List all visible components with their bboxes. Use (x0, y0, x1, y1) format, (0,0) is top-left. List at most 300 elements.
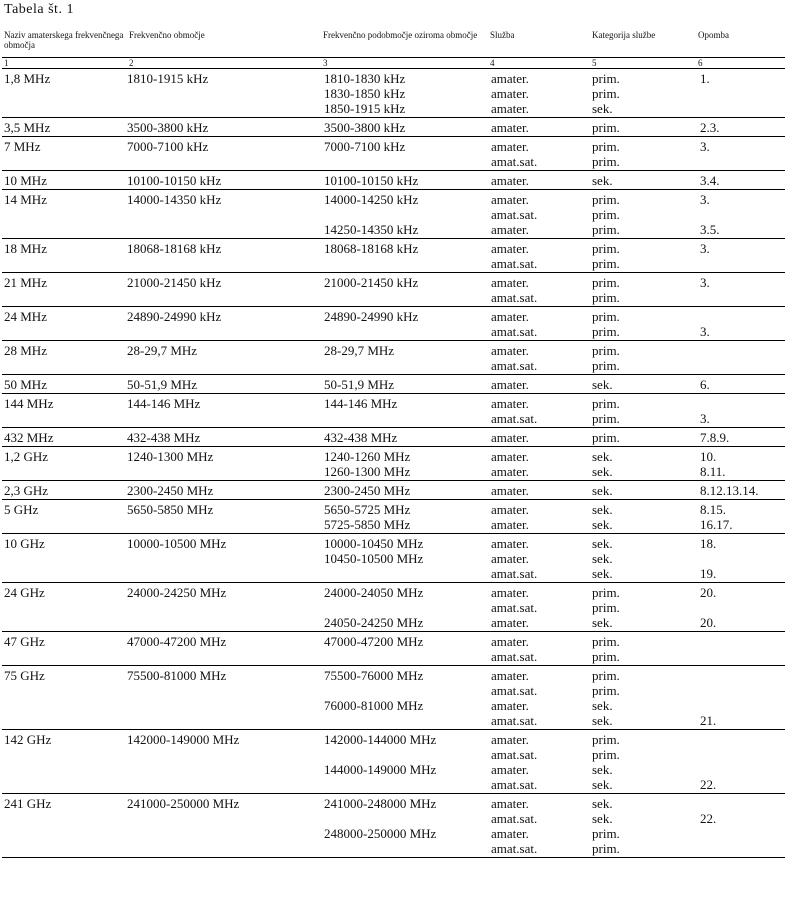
category: prim. (592, 154, 620, 169)
notes-cell (696, 394, 785, 428)
sub-range: 24890-24990 kHz (324, 309, 419, 324)
category: prim. (592, 585, 620, 600)
note: 8.15. (700, 502, 726, 517)
service: amat.sat. (491, 777, 538, 792)
service: amater. (491, 796, 529, 811)
notes-cell (696, 583, 785, 632)
category: prim. (592, 747, 620, 762)
frequency-range-cell (127, 447, 321, 481)
table-row (2, 730, 785, 794)
note (700, 732, 783, 747)
band-name: 10 MHz (4, 173, 47, 188)
service: amat.sat. (491, 256, 538, 271)
sub-range-cell (321, 632, 488, 666)
frequency-range: 14000-14350 kHz (127, 192, 222, 207)
frequency-range: 24890-24990 kHz (127, 309, 222, 324)
table-row (2, 137, 785, 171)
table-row (2, 69, 785, 118)
table-row (2, 307, 785, 341)
service-cell (488, 666, 590, 730)
sub-range-cell (321, 273, 488, 307)
note: 1. (700, 71, 710, 86)
note (700, 551, 783, 566)
sub-range-cell (321, 375, 488, 394)
service: amater. (491, 275, 529, 290)
note: 10. (700, 449, 717, 464)
category-cell (590, 500, 696, 534)
band-name-cell (2, 171, 127, 190)
frequency-range-cell (127, 632, 321, 666)
category: prim. (592, 222, 620, 237)
band-name-cell (2, 273, 127, 307)
note: 8.11. (700, 464, 726, 479)
category: sek. (592, 464, 613, 479)
band-name: 75 GHz (4, 668, 45, 683)
category: sek. (592, 777, 613, 792)
service: amater. (491, 377, 529, 392)
frequency-range-cell (127, 375, 321, 394)
band-name: 24 GHz (4, 585, 45, 600)
sub-range (324, 358, 486, 373)
header-category: Kategorija službe (592, 30, 656, 40)
frequency-range-cell (127, 534, 321, 583)
category: sek. (592, 536, 613, 551)
notes-cell (696, 273, 785, 307)
note (700, 256, 783, 271)
band-name: 144 MHz (4, 396, 54, 411)
category: prim. (592, 649, 620, 664)
band-name: 28 MHz (4, 343, 47, 358)
category-cell (590, 273, 696, 307)
service: amater. (491, 430, 529, 445)
band-name-cell (2, 307, 127, 341)
category: prim. (592, 71, 620, 86)
frequency-range-cell (127, 666, 321, 730)
column-number: 1 (2, 58, 127, 69)
note (700, 290, 783, 305)
frequency-range-cell (127, 190, 321, 239)
category: prim. (592, 324, 620, 339)
sub-range: 14250-14350 kHz (324, 222, 419, 237)
frequency-range: 241000-250000 MHz (127, 796, 240, 811)
column-number: 3 (321, 58, 488, 69)
frequency-range: 1240-1300 MHz (127, 449, 214, 464)
sub-range-cell (321, 481, 488, 500)
category-cell (590, 428, 696, 447)
notes-cell (696, 481, 785, 500)
service: amat.sat. (491, 683, 538, 698)
note: 8.12.13.14. (700, 483, 759, 498)
service: amater. (491, 309, 529, 324)
service: amat.sat. (491, 324, 538, 339)
note: 19. (700, 566, 717, 581)
note (700, 762, 783, 777)
frequency-range-cell (127, 137, 321, 171)
service-cell (488, 273, 590, 307)
category-cell (590, 239, 696, 273)
service: amater. (491, 668, 529, 683)
note (700, 683, 783, 698)
table-row (2, 239, 785, 273)
service: amater. (491, 585, 529, 600)
band-name: 1,8 MHz (4, 71, 51, 86)
frequency-range-cell (127, 428, 321, 447)
sub-range (324, 207, 486, 222)
sub-range: 5725-5850 MHz (324, 517, 411, 532)
frequency-range: 144-146 MHz (127, 396, 201, 411)
band-name-cell (2, 447, 127, 481)
note (700, 668, 783, 683)
service-cell (488, 171, 590, 190)
sub-range (324, 683, 486, 698)
sub-range-cell (321, 428, 488, 447)
band-name-cell (2, 428, 127, 447)
service: amater. (491, 634, 529, 649)
sub-range-cell (321, 239, 488, 273)
service-cell (488, 794, 590, 858)
service: amat.sat. (491, 207, 538, 222)
service-cell (488, 447, 590, 481)
band-name: 21 MHz (4, 275, 47, 290)
band-name: 142 GHz (4, 732, 52, 747)
band-name: 3,5 MHz (4, 120, 51, 135)
category: prim. (592, 309, 620, 324)
category-cell (590, 69, 696, 118)
sub-range: 50-51,9 MHz (324, 377, 395, 392)
category: sek. (592, 377, 613, 392)
note (700, 600, 783, 615)
notes-cell (696, 118, 785, 137)
notes-cell (696, 190, 785, 239)
service: amat.sat. (491, 154, 538, 169)
table-header (2, 28, 785, 69)
note: 16.17. (700, 517, 733, 532)
category: sek. (592, 796, 613, 811)
table-row (2, 375, 785, 394)
table-row (2, 273, 785, 307)
sub-range: 24000-24050 MHz (324, 585, 424, 600)
note (700, 396, 783, 411)
note: 3. (700, 275, 710, 290)
band-name: 14 MHz (4, 192, 47, 207)
service: amater. (491, 71, 529, 86)
sub-range (324, 566, 486, 581)
sub-range: 14000-14250 kHz (324, 192, 419, 207)
category: prim. (592, 634, 620, 649)
service: amater. (491, 86, 529, 101)
service: amat.sat. (491, 713, 538, 728)
sub-range: 142000-144000 MHz (324, 732, 437, 747)
category: prim. (592, 668, 620, 683)
frequency-range-cell (127, 341, 321, 375)
sub-range: 21000-21450 kHz (324, 275, 419, 290)
category: prim. (592, 256, 620, 271)
category: sek. (592, 762, 613, 777)
service: amat.sat. (491, 358, 538, 373)
category-cell (590, 730, 696, 794)
category: prim. (592, 358, 620, 373)
band-name: 24 MHz (4, 309, 47, 324)
sub-range-cell (321, 583, 488, 632)
note (700, 747, 783, 762)
sub-range-cell (321, 666, 488, 730)
service: amater. (491, 139, 529, 154)
category-cell (590, 394, 696, 428)
service: amat.sat. (491, 290, 538, 305)
band-name: 50 MHz (4, 377, 47, 392)
header-band-name: Naziv amaterskega frekvenčnega območja (4, 30, 124, 50)
note: 18. (700, 536, 717, 551)
category: sek. (592, 173, 613, 188)
table-row (2, 171, 785, 190)
service: amat.sat. (491, 841, 538, 856)
category-cell (590, 171, 696, 190)
sub-range: 18068-18168 kHz (324, 241, 419, 256)
category-cell (590, 190, 696, 239)
note (700, 343, 783, 358)
service-cell (488, 534, 590, 583)
service-cell (488, 307, 590, 341)
category-cell (590, 341, 696, 375)
category: prim. (592, 841, 620, 856)
category-cell (590, 137, 696, 171)
service-cell (488, 375, 590, 394)
note (700, 154, 783, 169)
service: amat.sat. (491, 811, 538, 826)
note: 22. (700, 777, 717, 792)
frequency-range-cell (127, 500, 321, 534)
band-name-cell (2, 69, 127, 118)
frequency-range-cell (127, 69, 321, 118)
frequency-range: 10100-10150 kHz (127, 173, 222, 188)
note: 22. (700, 811, 717, 826)
service: amater. (491, 120, 529, 135)
frequency-range: 10000-10500 MHz (127, 536, 227, 551)
sub-range: 24050-24250 MHz (324, 615, 424, 630)
sub-range (324, 713, 486, 728)
category: sek. (592, 502, 613, 517)
sub-range: 1240-1260 MHz (324, 449, 411, 464)
frequency-range-cell (127, 171, 321, 190)
sub-range-cell (321, 341, 488, 375)
sub-range: 1850-1915 kHz (324, 101, 406, 116)
sub-range-cell (321, 730, 488, 794)
frequency-range: 2300-2450 MHz (127, 483, 214, 498)
column-number: 4 (488, 58, 590, 69)
note (700, 358, 783, 373)
table-row (2, 583, 785, 632)
note (700, 841, 783, 856)
sub-range (324, 841, 486, 856)
band-name-cell (2, 118, 127, 137)
sub-range: 144-146 MHz (324, 396, 398, 411)
category: sek. (592, 566, 613, 581)
band-name: 47 GHz (4, 634, 45, 649)
column-number: 2 (127, 58, 321, 69)
service-cell (488, 137, 590, 171)
notes-cell (696, 69, 785, 118)
sub-range: 7000-7100 kHz (324, 139, 406, 154)
service-cell (488, 500, 590, 534)
sub-range-cell (321, 69, 488, 118)
service: amater. (491, 101, 529, 116)
category: prim. (592, 207, 620, 222)
note (700, 309, 783, 324)
sub-range: 144000-149000 MHz (324, 762, 437, 777)
note: 7.8.9. (700, 430, 730, 445)
notes-cell (696, 375, 785, 394)
service: amater. (491, 449, 529, 464)
category-cell (590, 534, 696, 583)
service: amater. (491, 396, 529, 411)
table-row (2, 447, 785, 481)
service-cell (488, 428, 590, 447)
frequency-band-table (2, 28, 785, 858)
note: 2.3. (700, 120, 720, 135)
note (700, 634, 783, 649)
service: amat.sat. (491, 566, 538, 581)
note: 20. (700, 615, 717, 630)
frequency-range-cell (127, 239, 321, 273)
note (700, 207, 783, 222)
service: amater. (491, 502, 529, 517)
band-name: 2,3 GHz (4, 483, 49, 498)
category-cell (590, 666, 696, 730)
sub-range: 3500-3800 kHz (324, 120, 406, 135)
category: sek. (592, 713, 613, 728)
note: 21. (700, 713, 717, 728)
category: prim. (592, 826, 620, 841)
header-service: Služba (490, 30, 515, 40)
category-cell (590, 794, 696, 858)
category: sek. (592, 811, 613, 826)
sub-range: 1260-1300 MHz (324, 464, 411, 479)
notes-cell (696, 500, 785, 534)
sub-range (324, 290, 486, 305)
frequency-range: 7000-7100 kHz (127, 139, 209, 154)
note: 3.5. (700, 222, 720, 237)
note (700, 101, 783, 116)
sub-range: 76000-81000 MHz (324, 698, 424, 713)
notes-cell (696, 632, 785, 666)
frequency-range-cell (127, 481, 321, 500)
notes-cell (696, 341, 785, 375)
band-name-cell (2, 730, 127, 794)
table-row (2, 190, 785, 239)
sub-range-cell (321, 534, 488, 583)
sub-range: 10000-10450 MHz (324, 536, 424, 551)
service: amater. (491, 536, 529, 551)
category: prim. (592, 290, 620, 305)
category-cell (590, 375, 696, 394)
category: prim. (592, 139, 620, 154)
table-body (2, 69, 785, 858)
category: prim. (592, 600, 620, 615)
category: prim. (592, 275, 620, 290)
header-frequency-range: Frekvenčno območje (129, 30, 205, 40)
document-title: Tabela št. 1 (4, 2, 74, 17)
band-name-cell (2, 394, 127, 428)
frequency-range: 1810-1915 kHz (127, 71, 209, 86)
frequency-range: 28-29,7 MHz (127, 343, 198, 358)
service: amater. (491, 483, 529, 498)
frequency-range-cell (127, 394, 321, 428)
sub-range-cell (321, 118, 488, 137)
band-name: 18 MHz (4, 241, 47, 256)
category: prim. (592, 241, 620, 256)
frequency-range: 5650-5850 MHz (127, 502, 214, 517)
band-name: 241 GHz (4, 796, 52, 811)
category-cell (590, 118, 696, 137)
service-cell (488, 394, 590, 428)
frequency-range: 18068-18168 kHz (127, 241, 222, 256)
sub-range (324, 747, 486, 762)
category: prim. (592, 411, 620, 426)
sub-range (324, 649, 486, 664)
note: 3. (700, 241, 710, 256)
frequency-range: 142000-149000 MHz (127, 732, 240, 747)
sub-range: 241000-248000 MHz (324, 796, 437, 811)
sub-range (324, 811, 486, 826)
sub-range: 1810-1830 kHz (324, 71, 406, 86)
band-name-cell (2, 481, 127, 500)
note: 3.4. (700, 173, 720, 188)
category-cell (590, 583, 696, 632)
table-row (2, 534, 785, 583)
band-name-cell (2, 375, 127, 394)
category: prim. (592, 732, 620, 747)
table-row (2, 428, 785, 447)
table-row (2, 481, 785, 500)
column-number: 5 (590, 58, 696, 69)
sub-range-cell (321, 447, 488, 481)
service: amater. (491, 615, 529, 630)
notes-cell (696, 794, 785, 858)
sub-range: 10450-10500 MHz (324, 551, 424, 566)
header-row (2, 28, 785, 58)
frequency-range-cell (127, 794, 321, 858)
frequency-range-cell (127, 118, 321, 137)
category-cell (590, 307, 696, 341)
note (700, 649, 783, 664)
sub-range (324, 256, 486, 271)
sub-range-cell (321, 190, 488, 239)
sub-range-cell (321, 307, 488, 341)
band-name-cell (2, 239, 127, 273)
category: prim. (592, 430, 620, 445)
sub-range: 432-438 MHz (324, 430, 398, 445)
table-row (2, 500, 785, 534)
frequency-range: 3500-3800 kHz (127, 120, 209, 135)
service-cell (488, 632, 590, 666)
sub-range-cell (321, 394, 488, 428)
notes-cell (696, 534, 785, 583)
service: amater. (491, 517, 529, 532)
band-name: 5 GHz (4, 502, 39, 517)
category: sek. (592, 551, 613, 566)
category: prim. (592, 120, 620, 135)
sub-range (324, 600, 486, 615)
service-cell (488, 118, 590, 137)
service: amater. (491, 222, 529, 237)
sub-range: 1830-1850 kHz (324, 86, 406, 101)
table-row (2, 394, 785, 428)
band-name-cell (2, 190, 127, 239)
note: 3. (700, 192, 710, 207)
band-name: 10 GHz (4, 536, 45, 551)
category: prim. (592, 192, 620, 207)
service: amat.sat. (491, 411, 538, 426)
